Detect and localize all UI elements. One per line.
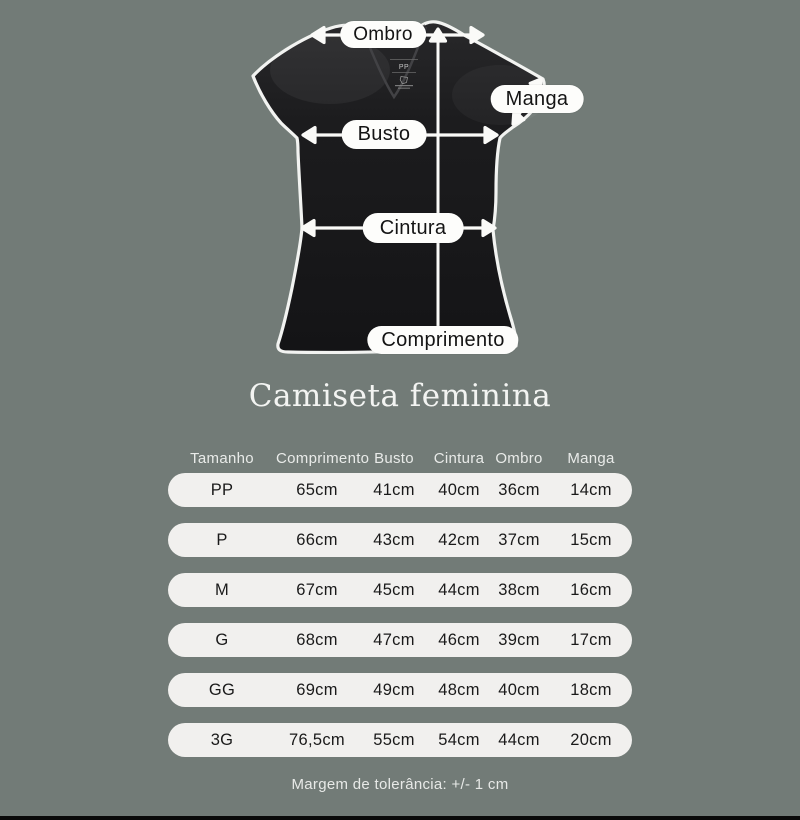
size-table: [168, 450, 632, 757]
cell-tamanho: GG: [208, 680, 236, 699]
cell-comprimento: 65cm: [296, 480, 338, 499]
cell-manga: 15cm: [570, 530, 612, 549]
cell-ombro: 38cm: [498, 580, 540, 599]
cell-cintura: 48cm: [438, 680, 480, 699]
cell-ombro: 37cm: [498, 530, 540, 549]
cell-busto: 49cm: [373, 680, 415, 699]
cell-busto: 47cm: [373, 630, 415, 649]
cell-manga: 20cm: [570, 730, 612, 749]
cell-busto: 41cm: [373, 480, 415, 499]
tag-fine-print: [398, 88, 410, 89]
tag-fine-print: [395, 85, 413, 86]
manga-label-pill: Manga: [491, 85, 584, 113]
col-header-comprimento: Comprimento: [276, 450, 370, 467]
busto-label-pill: Busto: [342, 120, 427, 149]
cell-ombro: 44cm: [498, 730, 540, 749]
size-table-header: [168, 450, 632, 468]
table-row-m: [168, 573, 632, 607]
table-row-g: [168, 623, 632, 657]
cell-manga: 16cm: [570, 580, 612, 599]
cell-ombro: 39cm: [498, 630, 540, 649]
cell-ombro: 36cm: [498, 480, 540, 499]
cell-tamanho: 3G: [210, 730, 234, 749]
cell-busto: 45cm: [373, 580, 415, 599]
size-table-body: [168, 473, 632, 757]
col-header-busto: Busto: [374, 450, 414, 467]
cell-ombro: 40cm: [498, 680, 540, 699]
cell-comprimento: 76,5cm: [289, 730, 345, 749]
col-header-tamanho: Tamanho: [190, 450, 254, 467]
cell-busto: 43cm: [373, 530, 415, 549]
cintura-label-pill: Cintura: [363, 213, 464, 243]
cell-manga: 18cm: [570, 680, 612, 699]
cell-cintura: 44cm: [438, 580, 480, 599]
cell-comprimento: 67cm: [296, 580, 338, 599]
collar-tag-size-label: PP: [398, 64, 410, 71]
col-header-cintura: Cintura: [433, 450, 485, 467]
cell-cintura: 40cm: [438, 480, 480, 499]
col-header-ombro: Ombro: [495, 450, 543, 467]
cell-comprimento: 69cm: [296, 680, 338, 699]
cell-cintura: 54cm: [438, 730, 480, 749]
cell-tamanho: P: [216, 530, 228, 549]
cell-comprimento: 66cm: [296, 530, 338, 549]
table-row-p: [168, 523, 632, 557]
tolerance-note: Margem de tolerância: +/- 1 cm: [291, 776, 509, 793]
table-row-3g: [168, 723, 632, 757]
cell-tamanho: M: [214, 580, 230, 599]
cell-manga: 14cm: [570, 480, 612, 499]
cell-comprimento: 68cm: [296, 630, 338, 649]
table-row-gg: [168, 673, 632, 707]
cell-tamanho: PP: [210, 480, 234, 499]
ombro-label-pill: Ombro: [340, 21, 426, 48]
cell-cintura: 46cm: [438, 630, 480, 649]
cell-cintura: 42cm: [438, 530, 480, 549]
cell-busto: 55cm: [373, 730, 415, 749]
table-row-pp: [168, 473, 632, 507]
comprimento-label-pill: Comprimento: [367, 326, 518, 354]
cell-tamanho: G: [215, 630, 229, 649]
bottom-strip: [0, 816, 800, 820]
page-title: Camiseta feminina: [248, 378, 552, 414]
col-header-manga: Manga: [567, 450, 615, 467]
cell-manga: 17cm: [570, 630, 612, 649]
